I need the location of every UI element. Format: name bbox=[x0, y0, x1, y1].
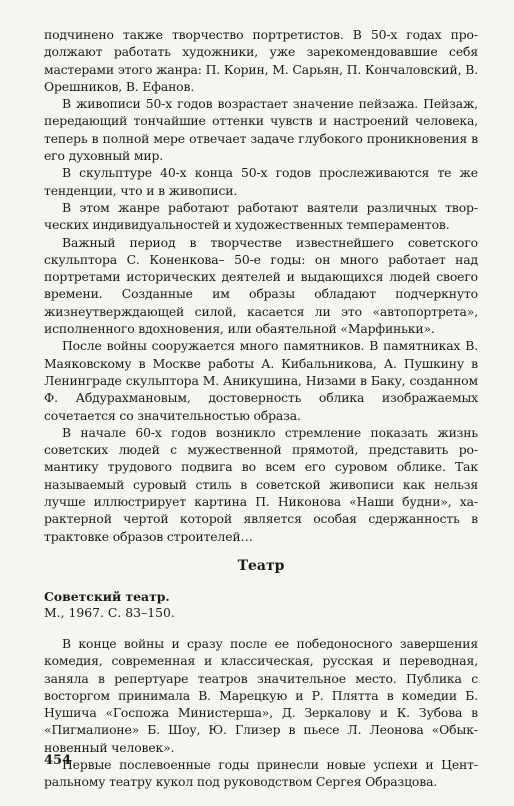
paragraph: В начале 60-х годов возникло стремление показать жизнь советских людей с мужественной прямотой, представить романтику трудового подвига во всем его суровом облике. Так называемый суровый стиль в советской живописи как нельзя лучше иллюстрирует картина П. Никонова «Наши будни», характерной чертой которой является особая сдержанность в трактовке образов строителей… bbox=[44, 424, 478, 544]
paragraph: подчинено также творчество портретистов. В 50-х годах продолжают работать художники, уже зарекомендовавшие себя мастерами этого жанра: П. Корин, М. Сарьян, П. Кончаловский, В. Орешников, В. Ефанов. bbox=[44, 27, 478, 94]
paragraph: В конце войны и сразу после ее победоносного завершения комедия, современная и классическая, русская и переводная, заняла в репертуаре театров значительное место. Публика с восторгом принимала В. Марецкую и Р. Плятта в комедии Б. Нушича «Госпожа Министерша», Д. Зеркалову и К. Зубова в «Пигмалионе» Б. Шоу, Ю. Глизер в пьесе Л. Леонова «Обыкновенный человек». bbox=[44, 635, 478, 755]
paragraph: В этом жанре работают работают ваятели различных творческих индивидуальностей и художественных темпераментов. bbox=[44, 199, 478, 233]
text-block-bottom bbox=[44, 635, 478, 791]
source-citation bbox=[44, 589, 478, 621]
section-title: Театр bbox=[237, 557, 285, 574]
paragraph: Первые послевоенные годы принесли новые успехи и Центральному театру кукол под руководством Сергея Образцова. bbox=[44, 756, 478, 790]
text-block-top bbox=[44, 26, 478, 545]
source-reference: М., 1967. С. 83–150. bbox=[44, 604, 175, 620]
source-title: Советский театр. bbox=[44, 588, 170, 604]
paragraph: Важный период в творчестве известнейшего советского скульптора С. Коненкова– 50-е годы: он много работает над портретами исторических деятелей и выдающихся людей своего времени. Созданные им образы обладают подчеркнуто жизнеутверждающей силой, касается ли это «автопортрета», исполненного вдохновения, или обаятельной «Марфиньки». bbox=[44, 234, 478, 337]
paragraph: В живописи 50-х годов возрастает значение пейзажа. Пейзаж, передающий тончайшие оттенки чувств и настроений человека, теперь в полной мере отвечает задаче глубокого проникновения в его духовный мир. bbox=[44, 96, 478, 164]
paragraph: В скульптуре 40-х конца 50-х годов прослеживаются те же тенденции, что и в живописи. bbox=[44, 165, 478, 198]
paragraph: После войны сооружается много памятников. В памятниках В. Маяковскому в Москве работы А. Кибальникова, А. Пушкину в Ленинграде скульптора М. Аникушина, Низами в Баку, созданном Ф. Абдурахмановым, достоверность облика изображаемых сочетается со значительностью образа. bbox=[44, 338, 478, 423]
page-number: 454 bbox=[44, 753, 72, 768]
